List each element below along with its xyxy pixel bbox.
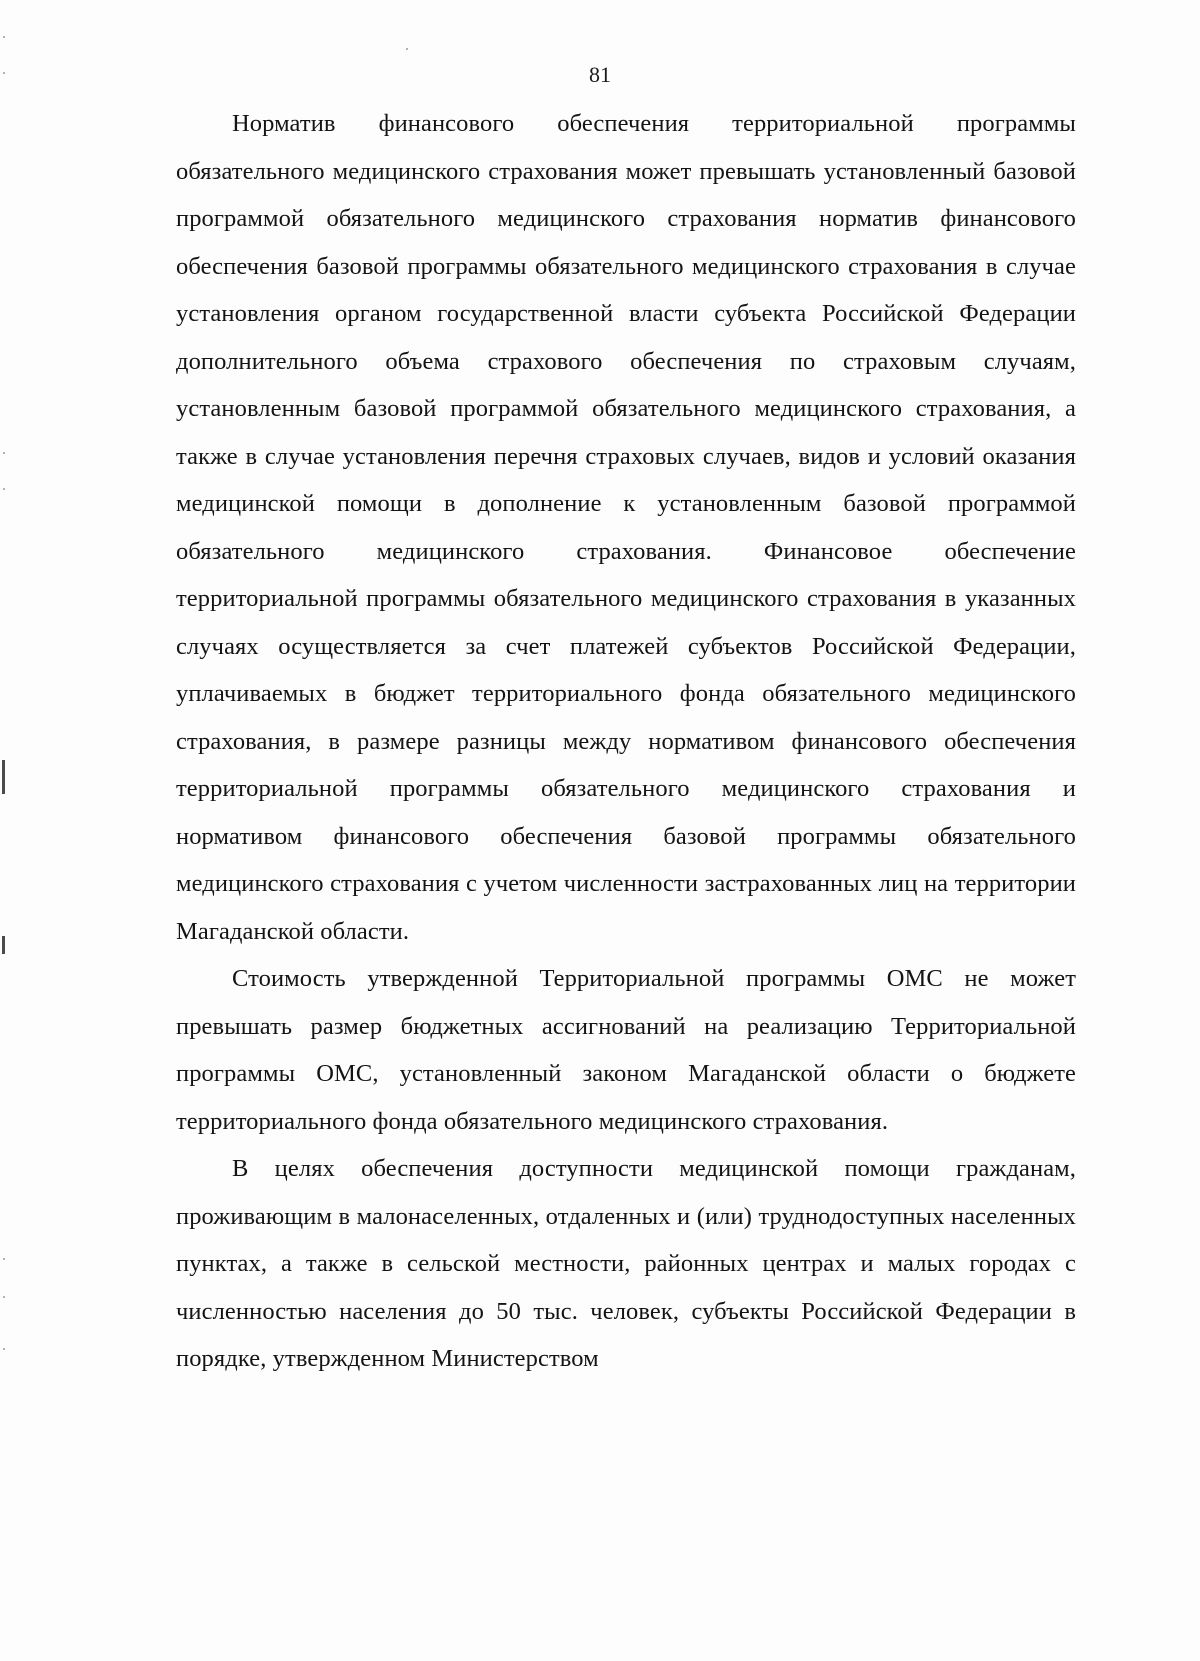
document-body (176, 100, 1076, 1383)
scan-speck (3, 1348, 5, 1350)
scan-edge-mark (2, 760, 5, 794)
scan-speck (406, 48, 408, 50)
scan-speck (3, 1258, 5, 1260)
scan-edge-mark (2, 936, 5, 954)
scan-speck (3, 1296, 5, 1298)
paragraph-program-cost: Стоимость утвержденной Территориальной программы ОМС не может превышать размер бюджетных ассигнований на реализацию Территориальной программы ОМС, установленный законом Магаданской области о бюджете территориального фонда обязательного медицинского страхования. (176, 965, 1076, 1135)
scan-speck (3, 452, 5, 454)
scan-speck (3, 36, 5, 38)
paragraph-financing-standard: Норматив финансового обеспечения территориальной программы обязательного медицинского страхования может превышать установленный базовой программой обязательного медицинского страхования норматив финансового обеспечения базовой программы обязательного медицинского страхования в случае установления органом государственной власти субъекта Российской Федерации дополнительного объема страхового обеспечения по страховым случаям, установленным базовой программой обязательного медицинского страхования, а также в случае установления перечня страховых случаев, видов и условий оказания медицинской помощи в дополнение к установленным базовой программой обязательного медицинского страхования. Финансовое обеспечение территориальной программы обязательного медицинского страхования в указанных случаях осуществляется за счет платежей субъектов Российской Федерации, уплачиваемых в бюджет территориального фонда обязательного медицинского страхования, в размере разницы между нормативом финансового обеспечения территориальной программы обязательного медицинского страхования и нормативом финансового обеспечения базовой программы обязательного медицинского страхования с учетом численности застрахованных лиц на территории Магаданской области. (176, 110, 1076, 945)
scan-speck (3, 488, 5, 490)
paragraph-care-accessibility: В целях обеспечения доступности медицинской помощи гражданам, проживающим в малонаселенных, отдаленных и (или) труднодоступных населенных пунктах, а также в сельской местности, районных центрах и малых городах с численностью населения до 50 тыс. человек, субъекты Российской Федерации в порядке, утвержденном Министерством (176, 1155, 1076, 1372)
page-number: 81 (589, 62, 611, 87)
